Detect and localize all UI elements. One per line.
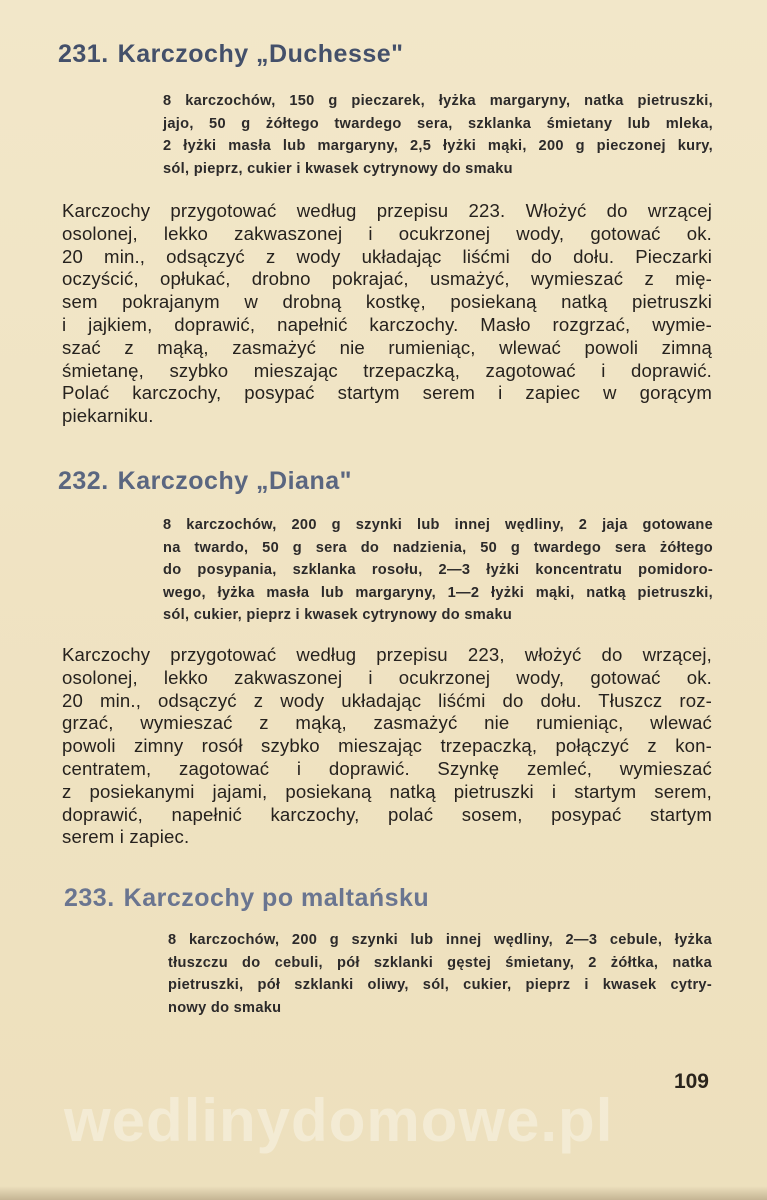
recipe-232-title: Karczochy „Diana" <box>117 467 352 495</box>
method-line: osolonej, lekko zakwaszonej i ocukrzonej wody, gotować ok. <box>62 666 712 688</box>
method-line: Polać karczochy, posypać startym serem i zapiec w gorącym <box>62 382 712 404</box>
method-line: 20 min., odsączyć z wody układając liśćmi do dołu. Tłuszcz roz- <box>62 689 712 711</box>
method-line: doprawić, napełnić karczochy, polać sosem, posypać startym <box>62 803 712 825</box>
recipe-232-ingredients <box>163 514 713 627</box>
recipe-232-method <box>62 644 712 849</box>
recipe-231-heading <box>58 40 404 69</box>
method-line: Karczochy przygotować według przepisu 223. Włożyć do wrzącej <box>62 200 712 221</box>
ingredient-line: sól, pieprz, cukier i kwasek cytrynowy do smaku <box>163 160 513 177</box>
ingredient-line: nowy do smaku <box>168 999 282 1016</box>
ingredient-line: 8 karczochów, 200 g szynki lub innej wędliny, 2 jaja gotowane <box>163 517 713 533</box>
method-line: grzać, wymieszać z mąką, zasmażyć nie rumieniąc, wlewać <box>62 712 712 734</box>
ingredient-line: sól, cukier, pieprz i kwasek cytrynowy do smaku <box>163 607 513 623</box>
ingredient-line: jajo, 50 g żółtego twardego sera, szklanka śmietany lub mleka, <box>163 115 713 132</box>
recipe-231-title: Karczochy „Duchesse" <box>117 40 404 68</box>
method-line: z posiekanymi jajami, posiekaną natką pietruszki i startym serem, <box>62 780 712 802</box>
ingredient-line: tłuszczu do cebuli, pół szklanki gęstej śmietany, 2 żółtka, natka <box>168 954 712 971</box>
ingredient-line: do posypania, szklanka rosołu, 2—3 łyżki koncentratu pomidoro- <box>163 562 713 578</box>
recipe-232-number: 232. <box>58 467 109 495</box>
method-line: 20 min., odsączyć z wody układając liśćmi do dołu. Pieczarki <box>62 245 712 267</box>
recipe-232-heading <box>58 467 352 496</box>
recipe-231-number: 231. <box>58 40 109 68</box>
ingredient-line: na twardo, 50 g sera do nadzienia, 50 g twardego sera żółtego <box>163 539 713 556</box>
ingredient-line: 8 karczochów, 150 g pieczarek, łyżka margaryny, natka pietruszki, <box>163 93 713 109</box>
ingredient-line: pietruszki, pół szklanki oliwy, sól, cukier, pieprz i kwasek cytry- <box>168 977 712 993</box>
method-line: i jajkiem, doprawić, napełnić karczochy. Masło rozgrzać, wymie- <box>62 313 712 335</box>
page-number: 109 <box>673 1070 709 1093</box>
recipe-231-method <box>62 200 712 428</box>
method-line: centratem, zagotować i doprawić. Szynkę zemleć, wymieszać <box>62 757 712 779</box>
method-line: piekarniku. <box>62 405 154 427</box>
method-line: śmietanę, szybko mieszając trzepaczką, zagotować i doprawić. <box>62 359 712 381</box>
method-line: szać z mąką, zasmażyć nie rumieniąc, wlewać powoli zimną <box>62 336 712 358</box>
recipe-233-title: Karczochy po maltańsku <box>123 884 430 912</box>
method-line: Karczochy przygotować według przepisu 223, włożyć do wrzącej, <box>62 644 712 665</box>
ingredient-line: 2 łyżki masła lub margaryny, 2,5 łyżki mąki, 200 g pieczonej kury, <box>163 138 713 154</box>
recipe-233-number: 233. <box>64 884 115 912</box>
ingredient-line: wego, łyżka masła lub margaryny, 1—2 łyżki mąki, natką pietruszki, <box>163 584 713 601</box>
method-line: sem pokrajanym w drobną kostkę, posiekaną natką pietruszki <box>62 291 712 313</box>
ingredient-line: 8 karczochów, 200 g szynki lub innej wędliny, 2—3 cebule, łyżka <box>168 932 712 948</box>
method-line: oczyścić, opłukać, drobno pokrajać, usmażyć, wymieszać z mię- <box>62 268 712 290</box>
method-line: serem i zapiec. <box>62 826 190 848</box>
recipe-233-heading <box>64 884 429 913</box>
method-line: osolonej, lekko zakwaszonej i ocukrzonej wody, gotować ok. <box>62 222 712 244</box>
watermark: wedlinydomowe.pl <box>64 1087 614 1154</box>
recipe-231-ingredients <box>163 90 713 180</box>
method-line: powoli zimny rosół szybko mieszając trzepaczką, połączyć z kon- <box>62 735 712 757</box>
recipe-233-ingredients <box>168 929 712 1019</box>
page-bottom-edge <box>0 1186 767 1200</box>
